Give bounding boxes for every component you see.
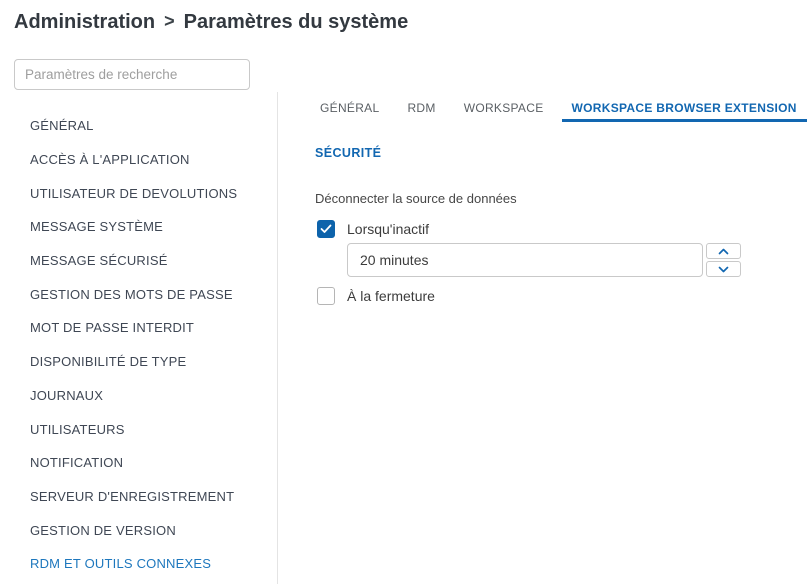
disconnect-datasource-label: Déconnecter la source de données [315,191,517,206]
sidebar-item-message-systeme[interactable]: MESSAGE SYSTÈME [30,219,164,235]
tab-rdm[interactable]: RDM [407,101,436,115]
tab-general[interactable]: GÉNÉRAL [320,101,380,115]
when-idle-checkbox[interactable] [317,220,335,238]
sidebar-item-rdm-et-outils-connexes[interactable]: RDM ET OUTILS CONNEXES [30,556,212,572]
on-close-checkbox[interactable] [317,287,335,305]
sidebar-item-serveur-enregistrement[interactable]: SERVEUR D'ENREGISTREMENT [30,488,235,504]
sidebar-item-utilisateur-devolutions[interactable]: UTILISATEUR DE DEVOLUTIONS [30,185,238,201]
settings-tabs [310,97,807,122]
idle-timeout-field [347,243,741,277]
search-input[interactable] [14,59,250,90]
breadcrumb-separator-icon: > [164,11,175,31]
page-title: Paramètres du système [183,11,409,33]
chevron-up-icon [718,248,729,255]
sidebar-item-general[interactable]: GÉNÉRAL [30,118,94,134]
option-row-when-idle [317,220,429,238]
breadcrumb-administration[interactable]: Administration [14,11,156,33]
spinner-up-button[interactable] [706,243,741,259]
breadcrumb [14,11,408,34]
on-close-label: À la fermeture [347,288,435,304]
spinner-down-button[interactable] [706,261,741,277]
sidebar-content-divider [277,92,278,584]
idle-timeout-spinner [706,243,741,277]
settings-search [14,59,250,90]
sidebar-item-message-securise[interactable]: MESSAGE SÉCURISÉ [30,253,168,269]
tab-workspace-browser-extension[interactable]: WORKSPACE BROWSER EXTENSION [562,97,807,122]
sidebar-item-gestion-mots-de-passe[interactable]: GESTION DES MOTS DE PASSE [30,286,233,302]
settings-sidebar [0,109,277,581]
section-title-securite: SÉCURITÉ [315,146,382,160]
option-row-on-close [317,287,435,305]
idle-timeout-input[interactable] [347,243,703,277]
sidebar-item-acces-application[interactable]: ACCÈS À L'APPLICATION [30,152,190,168]
sidebar-item-gestion-de-version[interactable]: GESTION DE VERSION [30,522,176,538]
sidebar-item-mot-de-passe-interdit[interactable]: MOT DE PASSE INTERDIT [30,320,195,336]
sidebar-item-utilisateurs[interactable]: UTILISATEURS [30,421,125,437]
chevron-down-icon [718,266,729,273]
sidebar-item-disponibilite-de-type[interactable]: DISPONIBILITÉ DE TYPE [30,354,187,370]
checkmark-icon [320,224,332,234]
sidebar-item-journaux[interactable]: JOURNAUX [30,387,104,403]
when-idle-label: Lorsqu'inactif [347,221,430,237]
tab-workspace[interactable]: WORKSPACE [463,101,544,115]
sidebar-item-notification[interactable]: NOTIFICATION [30,455,124,471]
